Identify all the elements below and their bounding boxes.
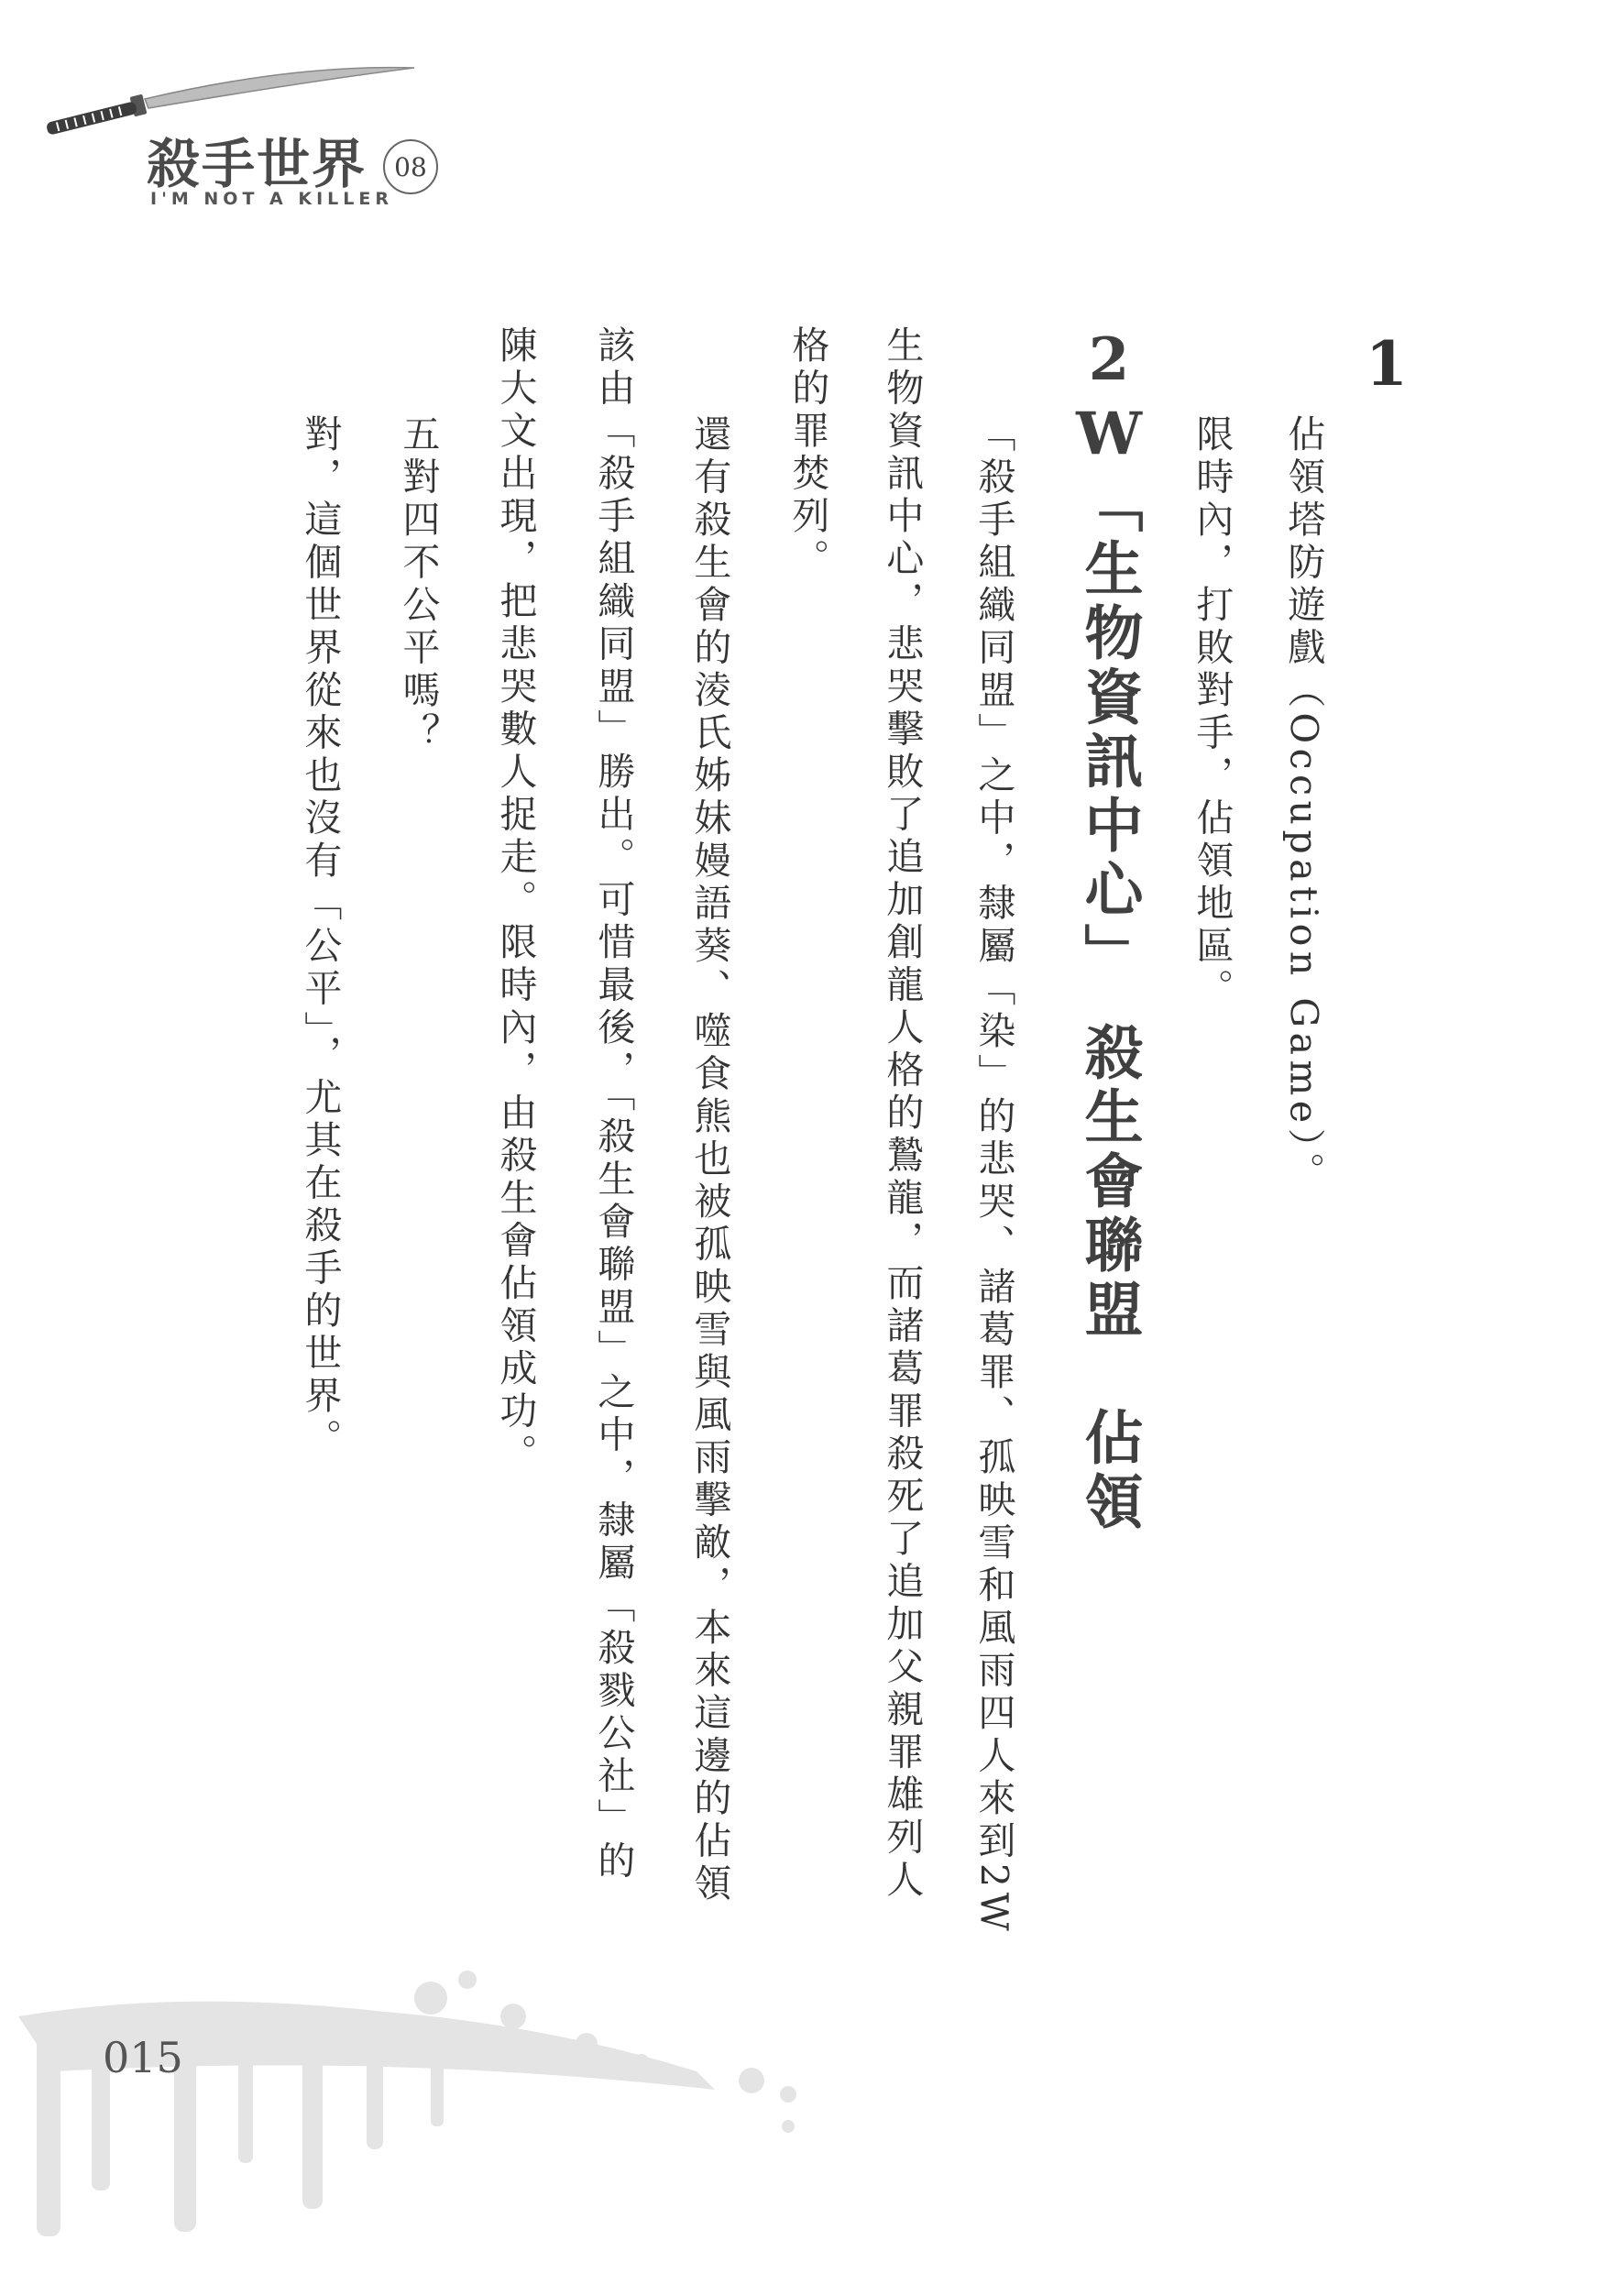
paragraph-column: 對，這個世界從來也沒有「公平」，尤其在殺手的世界。: [298, 414, 343, 1461]
page-number: 015: [103, 2033, 183, 2082]
paragraph-column: 還有殺生會的淩氏姊妹嫚語葵、噬食熊也被孤映雪與風雨擊敵，本來這邊的佔領: [687, 414, 732, 1906]
book-subtitle: I'M NOT A KILLER: [150, 189, 393, 209]
paragraph-column: 陳大文出現，把悲哭數人捉走。限時內，由殺生會佔領成功。: [493, 325, 538, 1477]
chapter-number: 1: [1366, 328, 1408, 400]
paragraph-column: 五對四不公平嗎？: [396, 414, 441, 755]
paragraph-column: 限時內，打敗對手，佔領地區。: [1190, 414, 1234, 1011]
paragraph-column: 生物資訊中心，悲哭擊敗了追加創龍人格的鷙龍，而諸葛罪殺死了追加父親罪雄列人: [880, 325, 925, 1903]
book-title: 殺手世界: [147, 133, 368, 195]
volume-badge: 08: [383, 139, 438, 194]
paragraph-column: 佔領塔防遊戲（Occupation Game）。: [1281, 414, 1326, 1195]
book-logo: [37, 55, 458, 220]
ink-splash-decoration: [0, 1961, 843, 2273]
section-heading: 2W「生物資訊中心」 殺生會聯盟 佔領: [1074, 325, 1144, 1535]
paragraph-column: 格的罪焚列。: [785, 325, 830, 581]
paragraph-column: 該由「殺手組織同盟」勝出。可惜最後，「殺生會聯盟」之中，隸屬「殺戮公社」的: [591, 325, 636, 1883]
paragraph-column: 「殺手組織同盟」之中，隸屬「染」的悲哭、諸葛罪、孤映雪和風雨四人來到2W: [971, 414, 1016, 1937]
